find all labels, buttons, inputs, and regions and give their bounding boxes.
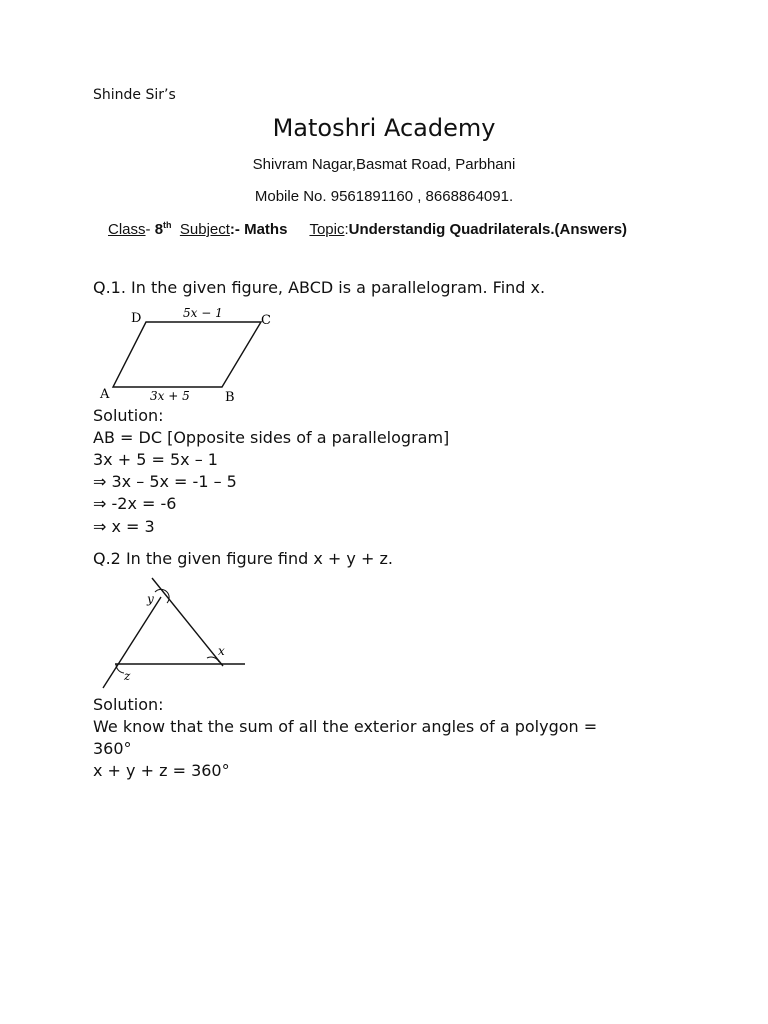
triangle-side-right-extended (152, 578, 223, 666)
subject-label: Subject (179, 221, 230, 238)
triangle-figure (95, 576, 255, 691)
academy-title: Matoshri Academy (272, 114, 496, 142)
vertex-label-b: B (225, 390, 235, 405)
q2-solution-line-4: x + y + z = 360° (93, 761, 230, 780)
side-label-bottom: 3x + 5 (150, 389, 190, 403)
q2-solution-line-2: We know that the sum of all the exterior angles of a polygon = (93, 717, 598, 736)
angle-label-x: x (218, 644, 225, 658)
question-2: Q.2 In the given figure find x + y + z. (93, 549, 393, 568)
topic-value: Understandig Quadrilaterals.(Answers) (348, 221, 628, 238)
subject-value: Maths (244, 221, 288, 238)
q2-solution-line-1: Solution: (93, 695, 164, 714)
topic-separator: : (344, 221, 349, 238)
subject-separator: :- (229, 221, 245, 238)
q1-solution-line-3: 3x + 5 = 5x – 1 (93, 450, 218, 469)
q1-solution-line-2: AB = DC [Opposite sides of a parallelogram] (93, 428, 450, 447)
angle-label-z: z (124, 669, 131, 683)
q1-solution-line-6: ⇒ x = 3 (93, 517, 155, 536)
triangle-side-left-extended (103, 597, 161, 688)
class-value: 8 (154, 221, 164, 238)
q1-solution-line-1: Solution: (93, 406, 164, 425)
vertex-label-a: A (100, 387, 110, 402)
question-1: Q.1. In the given figure, ABCD is a parallelogram. Find x. (93, 278, 546, 297)
vertex-label-d: D (131, 311, 142, 326)
class-separator: - (145, 221, 155, 238)
class-label: Class (108, 221, 146, 238)
side-label-top: 5x − 1 (183, 306, 223, 320)
class-subject-topic-line (108, 220, 627, 238)
vertex-label-c: C (261, 313, 271, 328)
mobile-numbers: Mobile No. 9561891160 , 8668864091. (254, 188, 514, 205)
address: Shivram Nagar,Basmat Road, Parbhani (252, 156, 516, 173)
class-superscript: th (163, 220, 172, 230)
q1-solution-line-4: ⇒ 3x – 5x = -1 – 5 (93, 472, 237, 491)
tagline: Shinde Sir’s (93, 87, 176, 103)
q1-solution-line-5: ⇒ -2x = -6 (93, 494, 177, 513)
topic-label: Topic (309, 221, 345, 238)
parallelogram-shape (113, 322, 261, 387)
angle-label-y: y (147, 592, 154, 606)
parallelogram-figure (95, 303, 285, 405)
q2-solution-line-3: 360° (93, 739, 132, 758)
